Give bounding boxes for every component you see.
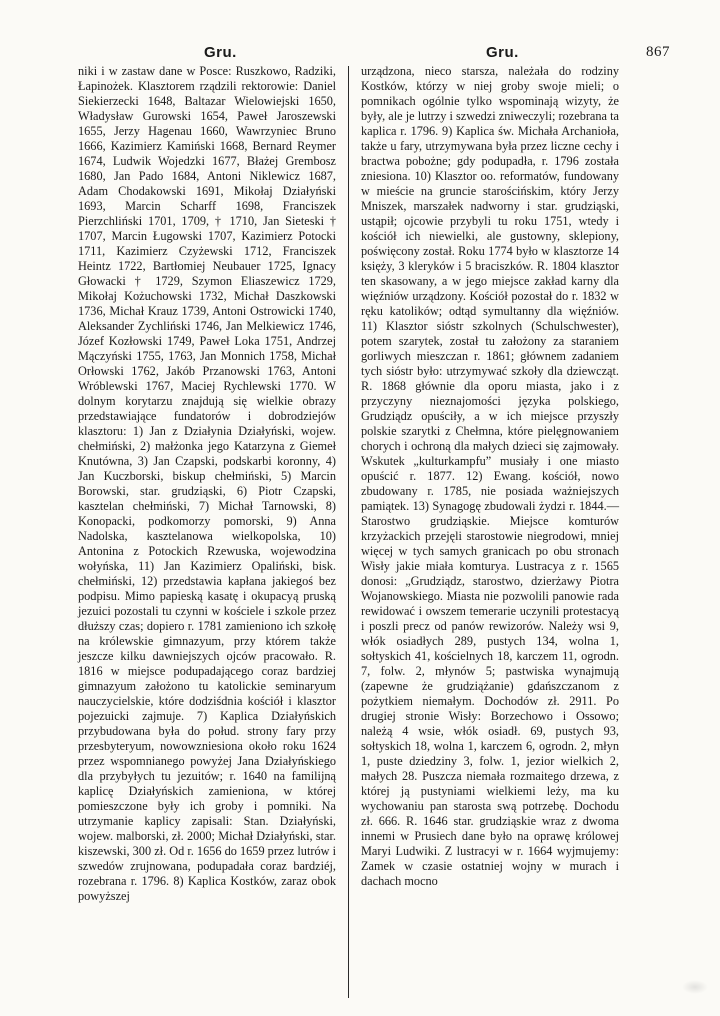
column-divider — [348, 66, 349, 998]
left-column — [78, 64, 336, 904]
left-column-text: niki i w zastaw dane w Posce: Ruszkowo, Radziki, Łapinożek. Klasztorem rządzili rektorowie: Daniel Siekierzecki 1648, Baltazar Wielowiejski 1650, Władysław Gurowski 1654, Paweł Jaroszewski 1655, Jerzy Hagenau 1660, Wawrzyniec Bruno 1666, Kazimierz Kamiński 1668, Bernard Reymer 1674, Ludwik Wojedzki 1677, Błażej Grembosz 1680, Jan Pado 1684, Antoni Niklewicz 1687, Adam Chodakowski 1691, Mikołaj Działyński 1693, Marcin Scharff 1698, Franciszek Pierzchliński 1701, 1709, † 1710, Jan Sieteski † 1707, Marcin Ługowski 1707, Kazimierz Potocki 1711, Kazimierz Czyżewski 1712, Franciszek Heintz 1722, Bartłomiej Neubauer 1725, Ignacy Głowacki † 1729, Szymon Eliaszewicz 1729, Mikołaj Kożuchowski 1732, Michał Daszkowski 1736, Michał Krauz 1739, Antoni Ostrowicki 1740, Aleksander Zychliński 1746, Jan Melkiewicz 1746, Józef Kozłowski 1749, Paweł Loka 1751, Andrzej Mączyński 1755, 1763, Jan Monnich 1758, Michał Orłowski 1762, Jakób Przanowski 1763, Antoni Wróblewski 1767, Maciej Rychlewski 1770. W dolnym korytarzu znajdują się wielkie obrazy przedstawiające fundatorów i dobrodziejów klasztoru: 1) Jan z Działynia Działyński, wojew. chełmiński, 2) małżonka jego Katarzyna z Giemeł Knutówna, 3) Jan Czapski, podskarbi koronny, 4) Jan Kuczborski, biskup chełmiński, 5) Marcin Borowski, star. grudziąski, 6) Piotr Czapski, kasztelan chełmiński, 7) Michał Tarnowski, 8) Konopacki, podkomorzy pomorski, 9) Anna Nadolska, kasztelanowa wielkopolska, 10) Antonina z Potockich Rzewuska, wojewodzina wołyńska, 11) Jan Kazimierz Opaliński, bisk. chełmiński, 12) przedstawia kapłana jakiegoś bez podpisu. Mimo papieską kasatę i okupacyą pruską jezuici pozostali tu czynni w kościele i szkole przez dłuższy czas; dopiero r. 1781 zamieniono ich szkołę na królewskie gimnazyum, przy którem także jeszcze kilku dawniejszych ojców pracowało. R. 1816 w miejsce podupadającego coraz bardziej gimnazyum założono tu katolickie seminaryum nauczycielskie, które dodziśdnia kościół i klasztor pojezuicki zajmuje. 7) Kaplica Działyńskich przybudowana była do połud. strony fary przy przesbyteryum, nowowzniesiona około roku 1624 przez wspomnianego powyżej Jana Działyńskiego dla przybyłych tu jezuitów; r. 1640 na familijną kaplicę Działyńskich zamieniona, w której pomieszczone były ich groby i pomniki. Na utrzymanie kaplicy zapisali: Stan. Działyński, wojew. malborski, zł. 2000; Michał Działyński, star. kiszewski, 300 zł. Od r. 1656 do 1659 przez lutrów i szwedów zrujnowana, podupadała coraz bardziéj, rozebrana r. 1796. 8) Kaplica Kostków, zaraz obok powyższej — [78, 64, 336, 903]
paper-smudge — [682, 980, 708, 994]
page-header — [0, 44, 720, 66]
running-head-right: Gru. — [486, 44, 519, 61]
running-head-left: Gru. — [204, 44, 237, 61]
right-column — [361, 64, 619, 889]
right-column-text: urządzona, nieco starsza, należała do rodziny Kostków, którzy w niej groby swoje mieli; o pomnikach ogólnie tylko wspominają wizyty, że były, ale je lutrzy i szwedzi zniweczyli; rozebrana ta kaplica r. 1796. 9) Kaplica św. Michała Archanioła, także u fary, utrzymywana była przez liczne cechy i bractwa pobożne; gdy podupadła, r. 1796 została zniesiona. 10) Klasztor oo. reformatów, fundowany w mieście na gruncie starościńskim, który Jerzy Mniszek, marszałek nadworny i star. grudziąski, ustąpił; ojcowie przybyli tu roku 1751, wtedy i kościół ich niewielki, ale gustowny, sklepiony, poświęcony został. Roku 1774 było w klasztorze 14 księży, 3 kleryków i 5 braciszków. R. 1804 klasztor ten skasowany, a w jego miejsce zakład karny dla więźniów urządzony. Kościół pozostał do r. 1832 w ręku katolików; odtąd symultanny dla więźniów. 11) Klasztor sióstr szkolnych (Schulschwester), potem szarytek, został tu założony za staraniem gorliwych mieszczan r. 1861; głównem zadaniem tych sióstr było: utrzymywać szkoły dla dziewcząt. R. 1868 głównie dla oporu miasta, jako i z przyczyny nieznajomości języka polskiego, Grudziądz opuściły, a w ich miejsce przyszły polskie szarytki z Chełmna, które pielęgnowaniem chorych i ochroną dla małych dzieci się zajmowały. Wskutek „kulturkampfu” musiały i one miasto opuścić r. 1877. 12) Ewang. kościół, nowo zbudowany r. 1785, nie posiada ważniejszych pamiątek. 13) Synagogę zbudowali żydzi r. 1844.—Starostwo grudziąskie. Miejsce komturów krzyżackich przejęli starostowie niegrodowi, mniej więcej w tych samych granicach po obu stronach Wisły jakie miała komturya. Lustracya z r. 1565 donosi: „Grudziądz, starostwo, dzierżawy Piotra Wojanowskiego. Miasta nie pozwolili panowie rada rewidować i owszem temerarie uczynili protestacyą i poszli precz od panów rewizorów. Należy wsi 9, włók osiadłych 289, pustych 134, wolna 1, sołtyskich 41, kościelnych 18, karczem 11, ogrodn. 7, folw. 2, młynów 5; pastwiska wynajmują (zapewne że grudziążanie) gdańszczanom z pożytkiem niemałym. Dochodów zł. 2911. Po drugiej stronie Wisły: Borzechowo i Ossowo; należą 4 wsie, włók osiadł. 69, pustych 93, sołtyskich 18, wolna 1, karczem 6, ogrodn. 2, młyn 1, puste dziedziny 3, folw. 1, jezior wielkich 2, małych 28. Puszcza niemała rozmaitego drzewa, z której ją pustyniami wielkiemi leży, ma ku wychowaniu pan starosta swą potrzebę. Dochodu zł. 666. R. 1646 star. grudziąskie wraz z dwoma innemi w Prusiech dane było na oprawę królowej Maryi Ludwiki. Z lustracyi w r. 1664 wyjmujemy: Zamek w czasie ostatniej wojny w murach i dachach mocno — [361, 64, 619, 888]
page-number: 867 — [646, 44, 670, 60]
